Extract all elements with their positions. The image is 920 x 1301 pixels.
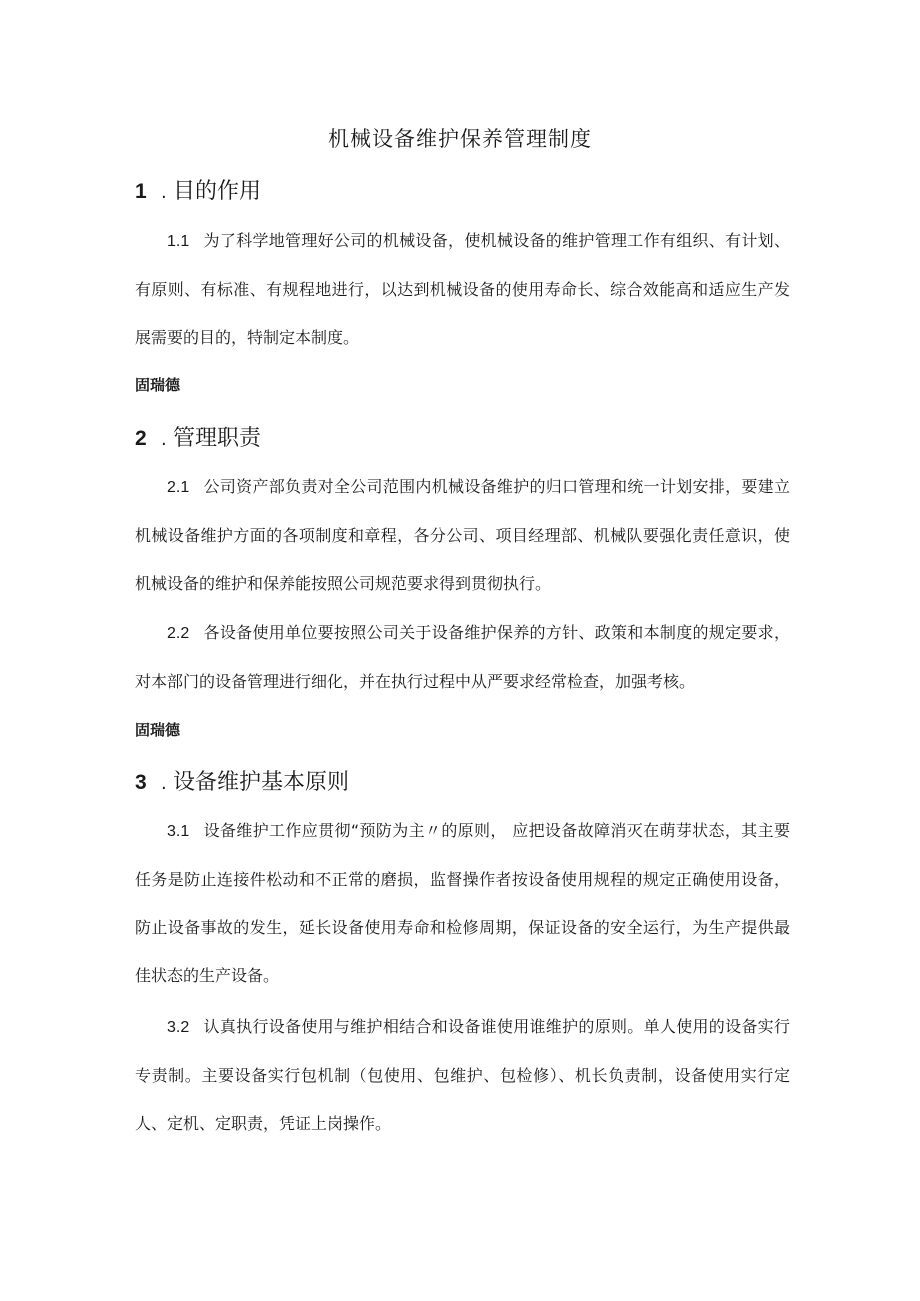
section-dot: . <box>161 773 167 794</box>
section-dot: . <box>161 182 167 203</box>
section-note-1: 固瑞德 <box>135 376 181 394</box>
clause-number: 2.1 <box>167 479 190 496</box>
section-number: 3 <box>135 771 147 794</box>
clause-number: 3.1 <box>167 823 190 840</box>
paragraph-text: 公司资产部负责对全公司范围内机械设备维护的归口管理和统一计划安排，要建立机械设备维护方面的各项制度和章程，各分公司、项目经理部、机械队要强化责任意识，使机械设备的维护和保养能按照公司规范要求得到贯彻执行。 <box>135 477 790 593</box>
section-heading-2 <box>135 424 261 455</box>
paragraph-text: 认真执行设备使用与维护相结合和设备谁使用谁维护的原则。单人使用的设备实行专责制。主要设备实行包机制（包使用、包维护、包检修）、机长负责制，设备使用实行定人、定机、定职责，凭证上岗操作。 <box>135 1017 790 1133</box>
section-title: 设备维护基本原则 <box>173 770 350 795</box>
document-title: 机械设备维护保养管理制度 <box>328 127 592 151</box>
clause-number: 2.2 <box>167 625 190 642</box>
section-title: 管理职责 <box>173 426 262 451</box>
section-number: 2 <box>135 427 147 450</box>
paragraph-1-1 <box>135 217 790 362</box>
paragraph-text: 设备维护工作应贯彻“预防为主〃的原则， 应把设备故障消灭在萌芽状态，其主要任务是防止连接件松动和不正常的磨损，监督操作者按设备使用规程的规定正确使用设备，防止设备事故的发生，延长设备使用寿命和检修周期，保证设备的安全运行，为生产提供最佳状态的生产设备。 <box>135 821 790 985</box>
paragraph-3-1 <box>135 807 790 1000</box>
section-dot: . <box>161 429 167 450</box>
section-note-2: 固瑞德 <box>135 721 181 739</box>
section-heading-3 <box>135 768 349 799</box>
paragraph-2-1 <box>135 463 790 608</box>
section-number: 1 <box>135 180 147 203</box>
section-heading-1 <box>135 177 261 208</box>
clause-number: 3.2 <box>167 1019 190 1036</box>
section-title: 目的作用 <box>173 179 262 204</box>
paragraph-3-2 <box>135 1003 790 1148</box>
paragraph-2-2 <box>135 609 790 706</box>
paragraph-text: 为了科学地管理好公司的机械设备，使机械设备的维护管理工作有组织、有计划、有原则、有标准、有规程地进行，以达到机械设备的使用寿命长、综合效能高和适应生产发展需要的目的，特制定本制度。 <box>135 231 790 347</box>
clause-number: 1.1 <box>167 233 190 250</box>
paragraph-text: 各设备使用单位要按照公司关于设备维护保养的方针、政策和本制度的规定要求，对本部门的设备管理进行细化，并在执行过程中从严要求经常检查，加强考核。 <box>135 623 790 691</box>
